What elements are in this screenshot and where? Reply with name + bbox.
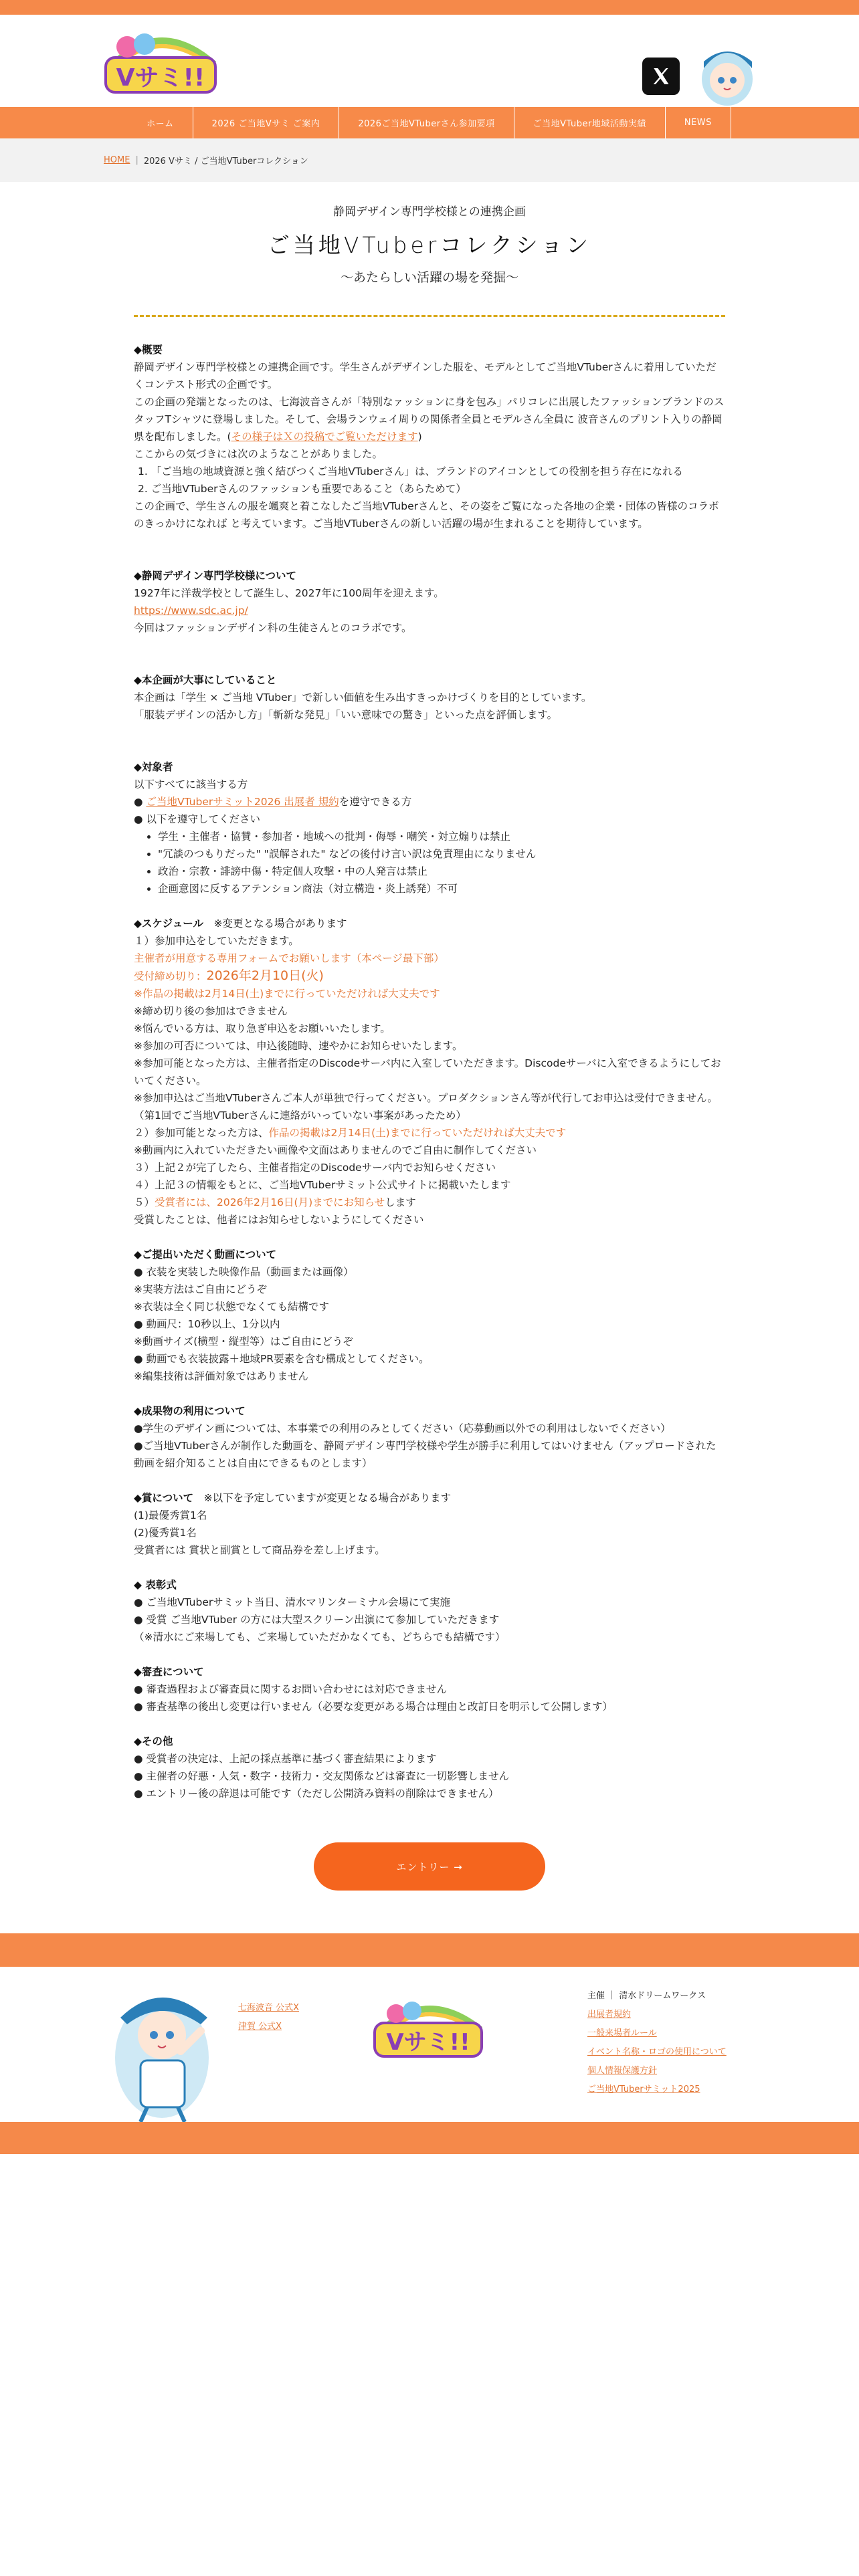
top-accent-strip [0,0,859,15]
page-title: ご当地VTuberコレクション [267,232,592,258]
awards-line: (1)最優秀賞1名 [134,1509,207,1521]
overview-text-1: 静岡デザイン専門学校様との連携企画です。学生さんがデザインした服を、モデルとしてご当地VTuberさんに着用していただくコンテスト形式の企画です。 [134,361,717,391]
footer-link-logo-usage[interactable]: イベント名称・ロゴの使用について [587,2047,727,2057]
overview-list-2: 2. ご当地VTuberさんのファッションも重要であること（あらためて） [138,483,466,495]
ceremony-line: ● 受賞 ご当地VTuber の方には大型スクリーン出演にて参加していただきます [134,1614,500,1626]
footer-link-summit-2025[interactable]: ご当地VTuberサミット2025 [587,2084,700,2095]
video-line: ※編集技術は評価対象ではありません [134,1370,308,1382]
eligibility-text-2: ● ご当地VTuberサミット2026 出展者 規約を遵守できる方 [134,796,412,808]
nav-regional-activities[interactable]: ご当地VTuber地域活動実績 [514,107,666,138]
school-section [134,567,725,637]
video-line: ※衣装は全く同じ状態でなくても結構です [134,1301,329,1313]
judging-section [134,1663,725,1715]
overview-text-2: この企画の発端となったのは、七海波音さんが「特別なァッションに身を包み」パリコレに出展したファッションブランドのスタッフTシャツに登場しました。そして、会場ランウェイ周りの関係者全員とモデルさん全員に 波音さんのプリント入りの静岡県を配布しました。(その様子はＸの投稿でご覧いただけます) [134,396,725,443]
other-line: ● 受賞者の決定は、上記の採点基準に基づく審査結果によります [134,1753,437,1765]
schedule-step-2: ２）参加可能となった方は、作品の掲載は2月14日(土)までに行っていただければ大丈夫です [134,1127,567,1139]
page-subtitle: 静岡デザイン専門学校様との連携企画 [333,205,526,219]
schedule-step-4: ４）上記３の情報をもとに、ご当地VTuberサミット公式サイトに掲載いたします [134,1179,511,1191]
breadcrumb-home-link[interactable]: HOME [104,155,130,165]
school-heading: ◆静岡デザイン専門学校様について [134,570,297,582]
list-item: • 企画意図に反するアテンション商法（対立構造・炎上誘発）不可 [158,880,725,897]
awards-line: (2)優秀賞1名 [134,1527,197,1539]
other-line: ● 主催者の好悪・人気・数字・技術力・交友関係などは審査に一切影響しません [134,1770,509,1782]
svg-text:Vサミ!!: Vサミ!! [116,64,205,92]
entry-button[interactable]: エントリー → [314,1842,545,1891]
schedule-deadline: 受付締め切り：2026年2月10日(火) [134,968,324,983]
breadcrumb [0,138,859,182]
schedule-note-3: ※参加の可否については、申込後随時、速やかにお知らせいたします。 [134,1040,463,1052]
nav-home[interactable]: ホーム [128,107,193,138]
list-item: • 政治・宗教・誹謗中傷・特定個人攻撃・中の人発言は禁止 [158,863,725,880]
site-logo[interactable] [100,24,221,99]
nav-participation-requirements[interactable]: 2026ご当地VTuberさん参加要項 [339,107,514,138]
usage-line: ●ご当地VTuberさんが制作した動画を、静岡デザイン専門学校様や学生が勝手に利用してはいけません（アップロードされた動画を紹介知ることは自由にできるものとします） [134,1440,717,1469]
site-header [0,15,859,107]
other-heading: ◆その他 [134,1735,173,1747]
dashed-divider [134,315,725,317]
video-line: ● 動画尺：10秒以上、1分以内 [134,1318,280,1330]
organizer-label: 主催 ｜ 清水ドリームワークス [587,1991,706,2001]
video-line: ● 動画でも衣装披露＋地域PR要素を含む構成としてください。 [134,1353,430,1365]
list-item: • "冗談のつもりだった" "誤解された" などの後付け言い訳は免責理由になりません [158,845,725,863]
footer-logo[interactable] [369,1994,487,2060]
x-social-button[interactable] [642,58,680,95]
eligibility-section [134,758,725,897]
values-heading: ◆本企画が大事にしていること [134,674,277,686]
eligibility-text-1: 以下すべてに該当する方 [134,778,248,790]
ceremony-section [134,1576,725,1646]
schedule-heading: ◆スケジュール ※変更となる場合があります [134,918,347,930]
video-line: ※実装方法はご自由にどうぞ [134,1283,267,1295]
x-post-link[interactable]: その様子はＸの投稿でご覧いただけます [231,431,418,443]
footer-link-privacy-policy[interactable]: 個人情報保護方針 [587,2066,658,2076]
breadcrumb-separator: | [135,155,138,165]
eligibility-text-3: ● 以下を遵守してください [134,813,260,825]
overview-section [134,341,725,532]
values-section [134,671,725,724]
judging-heading: ◆審査について [134,1666,204,1678]
values-text-1: 本企画は「学生 × ご当地 VTuber」で新しい価値を生み出すきっかけづくりを目的としています。 [134,691,592,704]
schedule-step-6: 受賞したことは、他者にはお知らせしないようにしてください [134,1214,424,1226]
list-item: • 学生・主催者・協賛・参加者・地域への批判・侮辱・嘲笑・対立煽りは禁止 [158,828,725,845]
x-logo-icon [650,66,672,87]
video-section [134,1246,725,1385]
video-heading: ◆ご提出いただく動画について [134,1249,277,1261]
school-text-1: 1927年に洋裁学校として誕生し、2027年に100周年を迎えます。 [134,587,444,599]
nav-news[interactable]: NEWS [666,107,731,138]
footer-bottom-strip [0,2122,859,2154]
footer-link-nanami-x[interactable]: 七海波音 公式X [238,2003,300,2013]
footer-accent-strip [0,1933,859,1967]
exhibitor-terms-link[interactable]: ご当地VTuberサミット2026 出展者 規約 [146,796,339,808]
footer-link-exhibitor-terms[interactable]: 出展者規約 [587,2010,632,2020]
schedule-section [134,915,725,1228]
ceremony-line: ● ご当地VTuberサミット当日、清水マリンターミナル会場にて実施 [134,1596,451,1608]
eligibility-rules-list [134,828,725,897]
overview-text-4: この企画で、学生さんの服を颯爽と着こなしたご当地VTuberさんと、その姿をご覧になった各地の企業・団体の皆様のコラボのきっかけになれば と考えています。ご当地VTuberさんの新しい活躍の場が生まれることを期待しています。 [134,500,719,530]
other-section [134,1733,725,1802]
awards-heading: ◆賞について ※以下を予定していますが変更となる場合があります [134,1492,452,1504]
breadcrumb-current: 2026 Vサミ / ご当地VTuberコレクション [143,156,308,167]
schedule-form-note: 主催者が用意する専用フォームでお願いします（本ページ最下部） [134,952,444,964]
usage-section [134,1402,725,1472]
mascot-icon [696,41,759,107]
mascot-illustration [100,1977,227,2122]
footer-social-links [238,1999,299,2036]
school-text-2: 今回はファッションデザイン科の生徒さんとのコラボです。 [134,622,412,634]
overview-list-1: 1. 「ご当地の地域資源と強く結びつくご当地VTuberさん」は、ブランドのアイコンとしての役割を担う存在になれる [138,465,683,477]
overview-heading: ◆概要 [134,344,163,356]
site-footer [0,1967,859,2122]
schedule-posting-note: ※作品の掲載は2月14日(土)までに行っていただければ大丈夫です [134,988,440,1000]
usage-line: ●学生のデザイン画については、本事業での利用のみとしてください（応募動画以外での利用はしないでください） [134,1422,671,1434]
judging-line: ● 審査過程および審査員に関するお問い合わせには対応できません [134,1683,447,1695]
page-catchphrase: 〜あたらしい活躍の場を発掘〜 [340,270,518,285]
judging-line: ● 審査基準の後出し変更は行いません（必要な変更がある場合は理由と改訂日を明示して公開します） [134,1701,613,1713]
schedule-step-2-note: ※動画内に入れていただきたい画像や文面はありませんのでご自由に制作してください [134,1144,537,1156]
eligibility-heading: ◆対象者 [134,761,173,773]
values-text-2: 「服装デザインの活かし方」「斬新な発見」「いい意味での驚き」といった点を評価します。 [134,709,558,721]
ceremony-line: （※清水にご来場しても、ご来場していただかなくても、どちらでも結構です） [134,1631,506,1643]
footer-link-visitor-rules[interactable]: 一般来場者ルール [587,2028,657,2038]
awards-line: 受賞者には 賞状と副賞として商品券を差し上げます。 [134,1544,385,1556]
nav-2026-guide[interactable]: 2026 ご当地Vサミ ご案内 [193,107,340,138]
deadline-date: 2026年2月10日(火) [206,968,324,983]
schedule-note-2: ※悩んでいる方は、取り急ぎ申込をお願いいたします。 [134,1023,391,1035]
school-website-link[interactable]: https://www.sdc.ac.jp/ [134,605,248,617]
schedule-note-1: ※締め切り後の参加はできません [134,1005,288,1017]
main-navigation [0,107,859,138]
video-line: ※動画サイズ(横型・縦型等）はご自由にどうぞ [134,1335,353,1348]
svg-text:Vサミ!!: Vサミ!! [386,2029,470,2056]
footer-link-tsuga-x[interactable]: 津賀 公式X [238,2022,282,2032]
awards-section [134,1489,725,1559]
schedule-step-3: ３）上記２が完了したら、主催者指定のDiscodeサーバ内でお知らせください [134,1162,496,1174]
ceremony-heading: ◆ 表彰式 [134,1579,177,1591]
video-line: ● 衣装を実装した映像作品（動画または画像） [134,1266,354,1278]
schedule-step-1: １）参加申込をしていただきます。 [134,935,299,947]
usage-heading: ◆成果物の利用について [134,1405,246,1417]
other-line: ● エントリー後の辞退は可能です（ただし公開済み資料の削除はできません） [134,1788,499,1800]
schedule-step-5: ５）受賞者には、2026年2月16日(月)までにお知らせします [134,1196,416,1208]
schedule-note-4: ※参加可能となった方は、主催者指定のDiscodeサーバ内に入室していただきます。Discodeサーバに入室できるようにしておいてください。 [134,1057,721,1087]
schedule-note-5: ※参加申込はご当地VTuberさんご本人が単独で行ってください。プロダクションさん等が代行してお申込は受付できません。（第1回でご当地VTuberさんに連絡がいっていない事案があったため） [134,1092,718,1121]
footer-info [587,1987,727,2099]
overview-text-3: ここからの気づきには次のようなことがありました。 [134,448,383,460]
main-content [0,202,859,1891]
